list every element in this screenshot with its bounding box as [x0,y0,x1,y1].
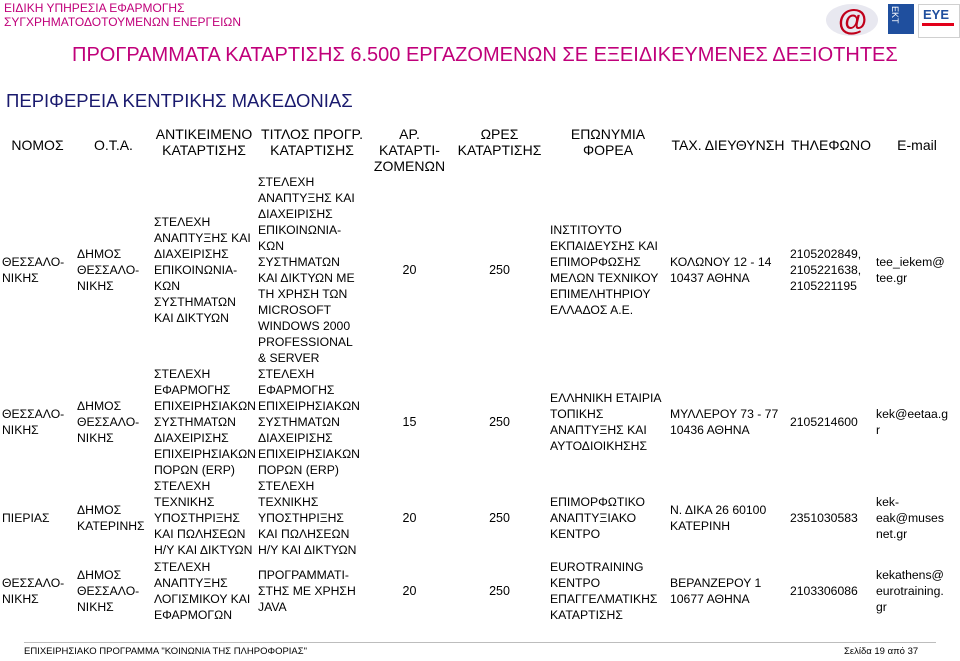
cell-titlos: ΣΤΕΛΕΧΗ ΕΦΑΡΜΟΓΗΣ ΕΠΙΧΕΙΡΗΣΙΑΚΩΝ ΣΥΣΤΗΜΑΤΩΝ ΔΙΑΧΕΙΡΙΣΗΣ ΕΠΙΧΕΙΡΗΣΙΑΚΩΝ ΠΟΡΩΝ (ERP) [258,367,360,477]
cell-foreas: ΙΝΣΤΙΤΟΥΤΟ ΕΚΠΑΙΔΕΥΣΗΣ ΚΑΙ ΕΠΙΜΟΡΦΩΣΗΣ ΜΕΛΩΝ ΤΕΧΝΙΚΟΥ ΕΠΙΜΕΛΗΤΗΡΙΟΥ ΕΛΛΑΔΟΣ Α.Ε. [550,223,659,317]
cell-nomos: ΘΕΣΣΑΛΟ- ΝΙΚΗΣ [2,576,65,606]
table-header-row [0,126,960,174]
col-header-titlos: ΤΙΤΛΟΣ ΠΡΟΓΡ. ΚΑΤΑΡΤΙΣΗΣ [261,126,363,158]
col-header-phone: ΤΗΛΕΦΩΝΟ [791,137,871,153]
header-line-2: ΣΥΓΧΡΗΜΑΤΟΔΟΤΟΥΜΕΝΩΝ ΕΝΕΡΓΕΙΩΝ [4,15,242,29]
cell-ota: ΔΗΜΟΣ ΘΕΣΣΑΛΟ- ΝΙΚΗΣ [77,568,140,614]
cell-email: tee_iekem@ tee.gr [876,255,945,285]
cell-email: kek@eetaa.g r [876,407,949,437]
information-society-logo [824,2,884,38]
cell-foreas: EUROTRAINING ΚΕΝΤΡΟ ΕΠΑΓΓΕΛΜΑΤΙΚΗΣ ΚΑΤΑΡΤΙΣΗΣ [550,560,658,622]
cell-foreas: ΕΛΛΗΝΙΚΗ ΕΤΑΙΡΙΑ ΤΟΠΙΚΗΣ ΑΝΑΠΤΥΞΗΣ ΚΑΙ ΑΥΤΟΔΙΟΙΚΗΣΗΣ [550,391,662,453]
svg-text:@: @ [838,4,868,37]
col-header-foreas: ΕΠΩΝΥΜΙΑ ΦΟΡΕΑ [570,126,646,158]
cell-ota: ΔΗΜΟΣ ΘΕΣΣΑΛΟ- ΝΙΚΗΣ [77,399,140,445]
cell-ar: 20 [402,263,417,277]
col-header-antikeimeno: ΑΝΤΙΚΕΙΜΕΝΟ ΚΑΤΑΡΤΙΣΗΣ [155,126,253,158]
programs-table [0,126,960,624]
col-header-nomos: ΝΟΜΟΣ [11,137,64,153]
table-row [0,174,960,366]
cell-ar: 20 [402,511,417,525]
logos [824,2,958,38]
cell-ar: 15 [402,415,417,429]
cell-ores: 250 [489,584,510,598]
table-row [0,558,960,624]
cell-ores: 250 [489,511,510,525]
cell-ores: 250 [489,263,510,277]
table-row [0,366,960,478]
cell-titlos: ΣΤΕΛΕΧΗ ΤΕΧΝΙΚΗΣ ΥΠΟΣΤΗΡΙΞΗΣ ΚΑΙ ΠΩΛΗΣΕΩΝ Η/Υ ΚΑΙ ΔΙΚΤΥΩΝ [258,479,357,557]
cell-titlos: ΠΡΟΓΡΑΜΜΑΤΙ- ΣΤΗΣ ΜΕ ΧΡΗΣΗ JAVA [258,568,356,614]
footer-program-name: ΕΠΙΧΕΙΡΗΣΙΑΚΟ ΠΡΟΓΡΑΜΜΑ "ΚΟΙΝΩΝΙΑ ΤΗΣ ΠΛΗΡΟΦΟΡΙΑΣ" [24,646,308,657]
cell-phone: 2103306086 [790,584,858,598]
col-header-address: ΤΑΧ. ΔΙΕΥΘΥΝΣΗ [671,137,785,153]
cell-nomos: ΘΕΣΣΑΛΟ- ΝΙΚΗΣ [2,255,65,285]
cell-foreas: ΕΠΙΜΟΡΦΩΤΙΚΟ ΑΝΑΠΤΥΞΙΑΚΟ ΚΕΝΤΡΟ [550,495,645,541]
cell-email: kek- eak@muses net.gr [876,495,944,541]
ekt-logo [888,4,914,34]
col-header-ota: Ο.Τ.Α. [94,137,133,153]
cell-phone: 2105202849, 2105221638, 2105221195 [790,247,862,293]
footer-page-number: Σελίδα 19 από 37 [844,646,919,657]
cell-ota: ΔΗΜΟΣ ΘΕΣΣΑΛΟ- ΝΙΚΗΣ [77,247,140,293]
ekt-logo-text: ΕΚΤ [890,6,900,24]
col-header-ores: ΩΡΕΣ ΚΑΤΑΡΤΙΣΗΣ [457,126,542,158]
cell-ota: ΔΗΜΟΣ ΚΑΤΕΡΙΝΗΣ [77,503,145,533]
cell-nomos: ΘΕΣΣΑΛΟ- ΝΙΚΗΣ [2,407,65,437]
eye-logo [918,4,960,38]
cell-nomos: ΠΙΕΡΙΑΣ [2,511,50,525]
footer-divider [24,642,936,643]
cell-address: ΜΥΛΛΕΡΟΥ 73 - 77 10436 ΑΘΗΝΑ [670,407,779,437]
col-header-ar: ΑΡ. ΚΑΤΑΡΤΙ- ΖΟΜΕΝΩΝ [373,126,446,174]
cell-address: ΚΟΛΩΝΟΥ 12 - 14 10437 ΑΘΗΝΑ [670,255,772,285]
eye-logo-text: ΕΥΕ [923,7,950,22]
cell-address: Ν. ΔΙΚΑ 26 60100 ΚΑΤΕΡΙΝΗ [670,503,767,533]
cell-address: ΒΕΡΑΝΖΕΡΟΥ 1 10677 ΑΘΗΝΑ [670,576,762,606]
eye-logo-bar [922,23,954,26]
header-line-1: ΕΙΔΙΚΗ ΥΠΗΡΕΣΙΑ ΕΦΑΡΜΟΓΗΣ [4,1,185,15]
cell-phone: 2351030583 [790,511,858,525]
cell-ar: 20 [402,584,417,598]
col-header-email: E-mail [897,137,937,153]
cell-titlos: ΣΤΕΛΕΧΗ ΑΝΑΠΤΥΞΗΣ ΚΑΙ ΔΙΑΧΕΙΡΙΣΗΣ ΕΠΙΚΟΙΝΩΝΙΑ- ΚΩΝ ΣΥΣΤΗΜΑΤΩΝ ΚΑΙ ΔΙΚΤΥΩΝ ΜΕ ΤΗ ΧΡΗΣΗ ΤΩΝ MICROSOFT WINDOWS 2000 PROFESSIONAL & SERVER [258,175,355,365]
cell-antikeimeno: ΣΤΕΛΕΧΗ ΤΕΧΝΙΚΗΣ ΥΠΟΣΤΗΡΙΞΗΣ ΚΑΙ ΠΩΛΗΣΕΩΝ Η/Υ ΚΑΙ ΔΙΚΤΥΩΝ [154,479,253,557]
cell-antikeimeno: ΣΤΕΛΕΧΗ ΑΝΑΠΤΥΞΗΣ ΛΟΓΙΣΜΙΚΟΥ ΚΑΙ ΕΦΑΡΜΟΓΩΝ [154,560,251,622]
cell-antikeimeno: ΣΤΕΛΕΧΗ ΑΝΑΠΤΥΞΗΣ ΚΑΙ ΔΙΑΧΕΙΡΙΣΗΣ ΕΠΙΚΟΙΝΩΝΙΑ- ΚΩΝ ΣΥΣΤΗΜΑΤΩΝ ΚΑΙ ΔΙΚΤΥΩΝ [154,215,251,325]
cell-ores: 250 [489,415,510,429]
region-heading: ΠΕΡΙΦΕΡΕΙΑ ΚΕΝΤΡΙΚΗΣ ΜΑΚΕΔΟΝΙΑΣ [6,90,353,111]
page-title: ΠΡΟΓΡΑΜΜΑΤΑ ΚΑΤΑΡΤΙΣΗΣ 6.500 ΕΡΓΑΖΟΜΕΝΩΝ ΣΕ ΕΞΕΙΔΙΚΕΥΜΕΝΕΣ ΔΕΞΙΟΤΗΤΕΣ [72,44,898,66]
table-row [0,478,960,558]
cell-phone: 2105214600 [790,415,858,429]
cell-antikeimeno: ΣΤΕΛΕΧΗ ΕΦΑΡΜΟΓΗΣ ΕΠΙΧΕΙΡΗΣΙΑΚΩΝ ΣΥΣΤΗΜΑΤΩΝ ΔΙΑΧΕΙΡΙΣΗΣ ΕΠΙΧΕΙΡΗΣΙΑΚΩΝ ΠΟΡΩΝ (ERP) [154,367,256,477]
cell-email: kekathens@ eurotraining. gr [876,568,944,614]
